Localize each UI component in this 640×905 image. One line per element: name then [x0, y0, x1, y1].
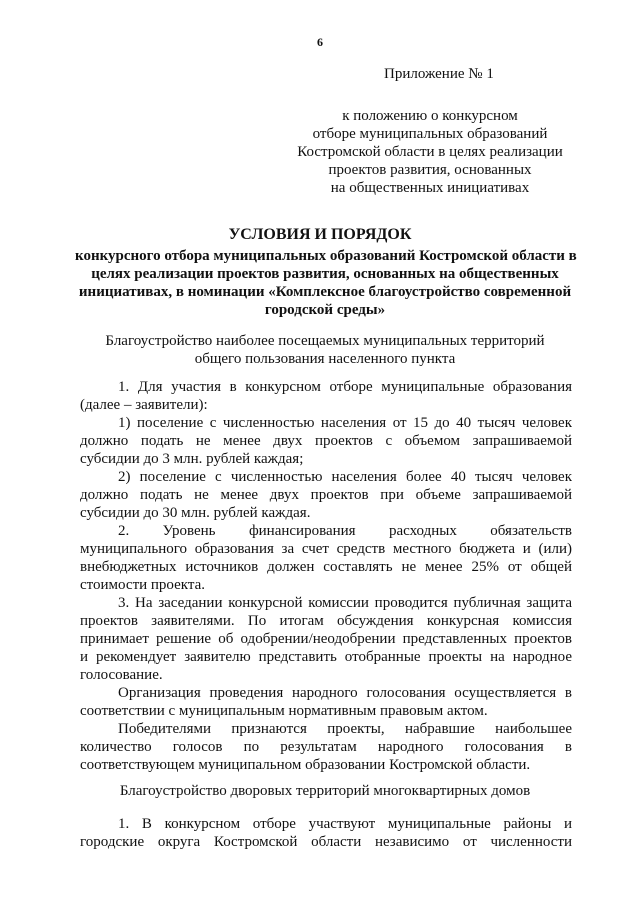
paragraph-line: принимает решение об одобрении/неодобрении представленных проектов [80, 631, 572, 647]
subtitle-line: инициативах, в номинации «Комплексное благоустройство современной [78, 284, 572, 300]
paragraph-line: количество голосов по результатам народного голосования в [80, 739, 572, 755]
section-heading: Благоустройство дворовых территорий многоквартирных домов [119, 783, 531, 799]
paragraph-line: соответствии с муниципальным нормативным правовым актом. [80, 703, 488, 719]
paragraph-line: Организация проведения народного голосования осуществляется в [118, 685, 572, 701]
section-heading [90, 332, 560, 368]
appendix-line: на общественных инициативах [330, 180, 530, 196]
section-heading-line: Благоустройство наиболее посещаемых муниципальных территорий [105, 333, 545, 349]
paragraph-line: должно подать не менее двух проектов с объемом запрашиваемой [80, 433, 572, 449]
paragraph-line: субсидии до 3 млн. рублей каждая; [80, 451, 304, 467]
paragraph-line: 1. В конкурсном отборе участвуют муниципальные районы и [118, 816, 572, 832]
page-number: 6 [317, 35, 323, 49]
appendix-line: проектов развития, основанных [328, 162, 532, 178]
subtitle-line: городской среды» [264, 302, 386, 318]
paragraph-line: 1) поселение с численностью населения от 15 до 40 тысяч человек [118, 415, 572, 431]
paragraph-line: должно подать не менее двух проектов при объеме запрашиваемой [80, 487, 572, 503]
paragraph-line: и рекомендует заявителю представить отобранные проекты на народное [80, 649, 572, 665]
paragraph-line: муниципального образования за счет средств местного бюджета и (или) [80, 541, 572, 557]
paragraph-line: голосование. [80, 667, 163, 683]
paragraph-line: внебюджетных источников должен составлять не менее 25% от общей [80, 559, 572, 575]
document-subtitle [75, 247, 575, 319]
paragraph-line: субсидии до 30 млн. рублей каждая. [80, 505, 311, 521]
section-heading-line: общего пользования населенного пункта [194, 351, 456, 367]
appendix-line: к положению о конкурсном [342, 108, 518, 124]
paragraph-line: городские округа Костромской области независимо от численности [80, 834, 572, 850]
appendix-reference [290, 107, 570, 197]
appendix-line: Костромской области в целях реализации [297, 144, 563, 160]
paragraph-line: Победителями признаются проекты, набравшие наибольшее [118, 721, 572, 737]
document-title: УСЛОВИЯ И ПОРЯДОК [228, 226, 412, 243]
subtitle-line: конкурсного отбора муниципальных образований Костромской области в [75, 248, 577, 264]
paragraph-line: 1. Для участия в конкурсном отборе муниципальные образования [118, 379, 572, 395]
appendix-line: отборе муниципальных образований [312, 126, 548, 142]
paragraph-line: (далее – заявители): [80, 397, 208, 413]
paragraph-line: 2. Уровень финансирования расходных обязательств [118, 523, 572, 539]
paragraph-line: стоимости проекта. [80, 577, 206, 593]
paragraph-line: проектов заявителями. По итогам обсуждения конкурсная комиссия [80, 613, 572, 629]
section-2-body [80, 815, 572, 851]
paragraph-line: 3. На заседании конкурсной комиссии проводится публичная защита [118, 595, 572, 611]
paragraph-line: 2) поселение с численностью населения более 40 тысяч человек [118, 469, 572, 485]
subtitle-line: целях реализации проектов развития, основанных на общественных [91, 266, 559, 282]
section-1-body [80, 378, 572, 774]
appendix-title: Приложение № 1 [384, 66, 494, 82]
paragraph-line: соответствующем муниципальном образовании Костромской области. [80, 757, 531, 773]
